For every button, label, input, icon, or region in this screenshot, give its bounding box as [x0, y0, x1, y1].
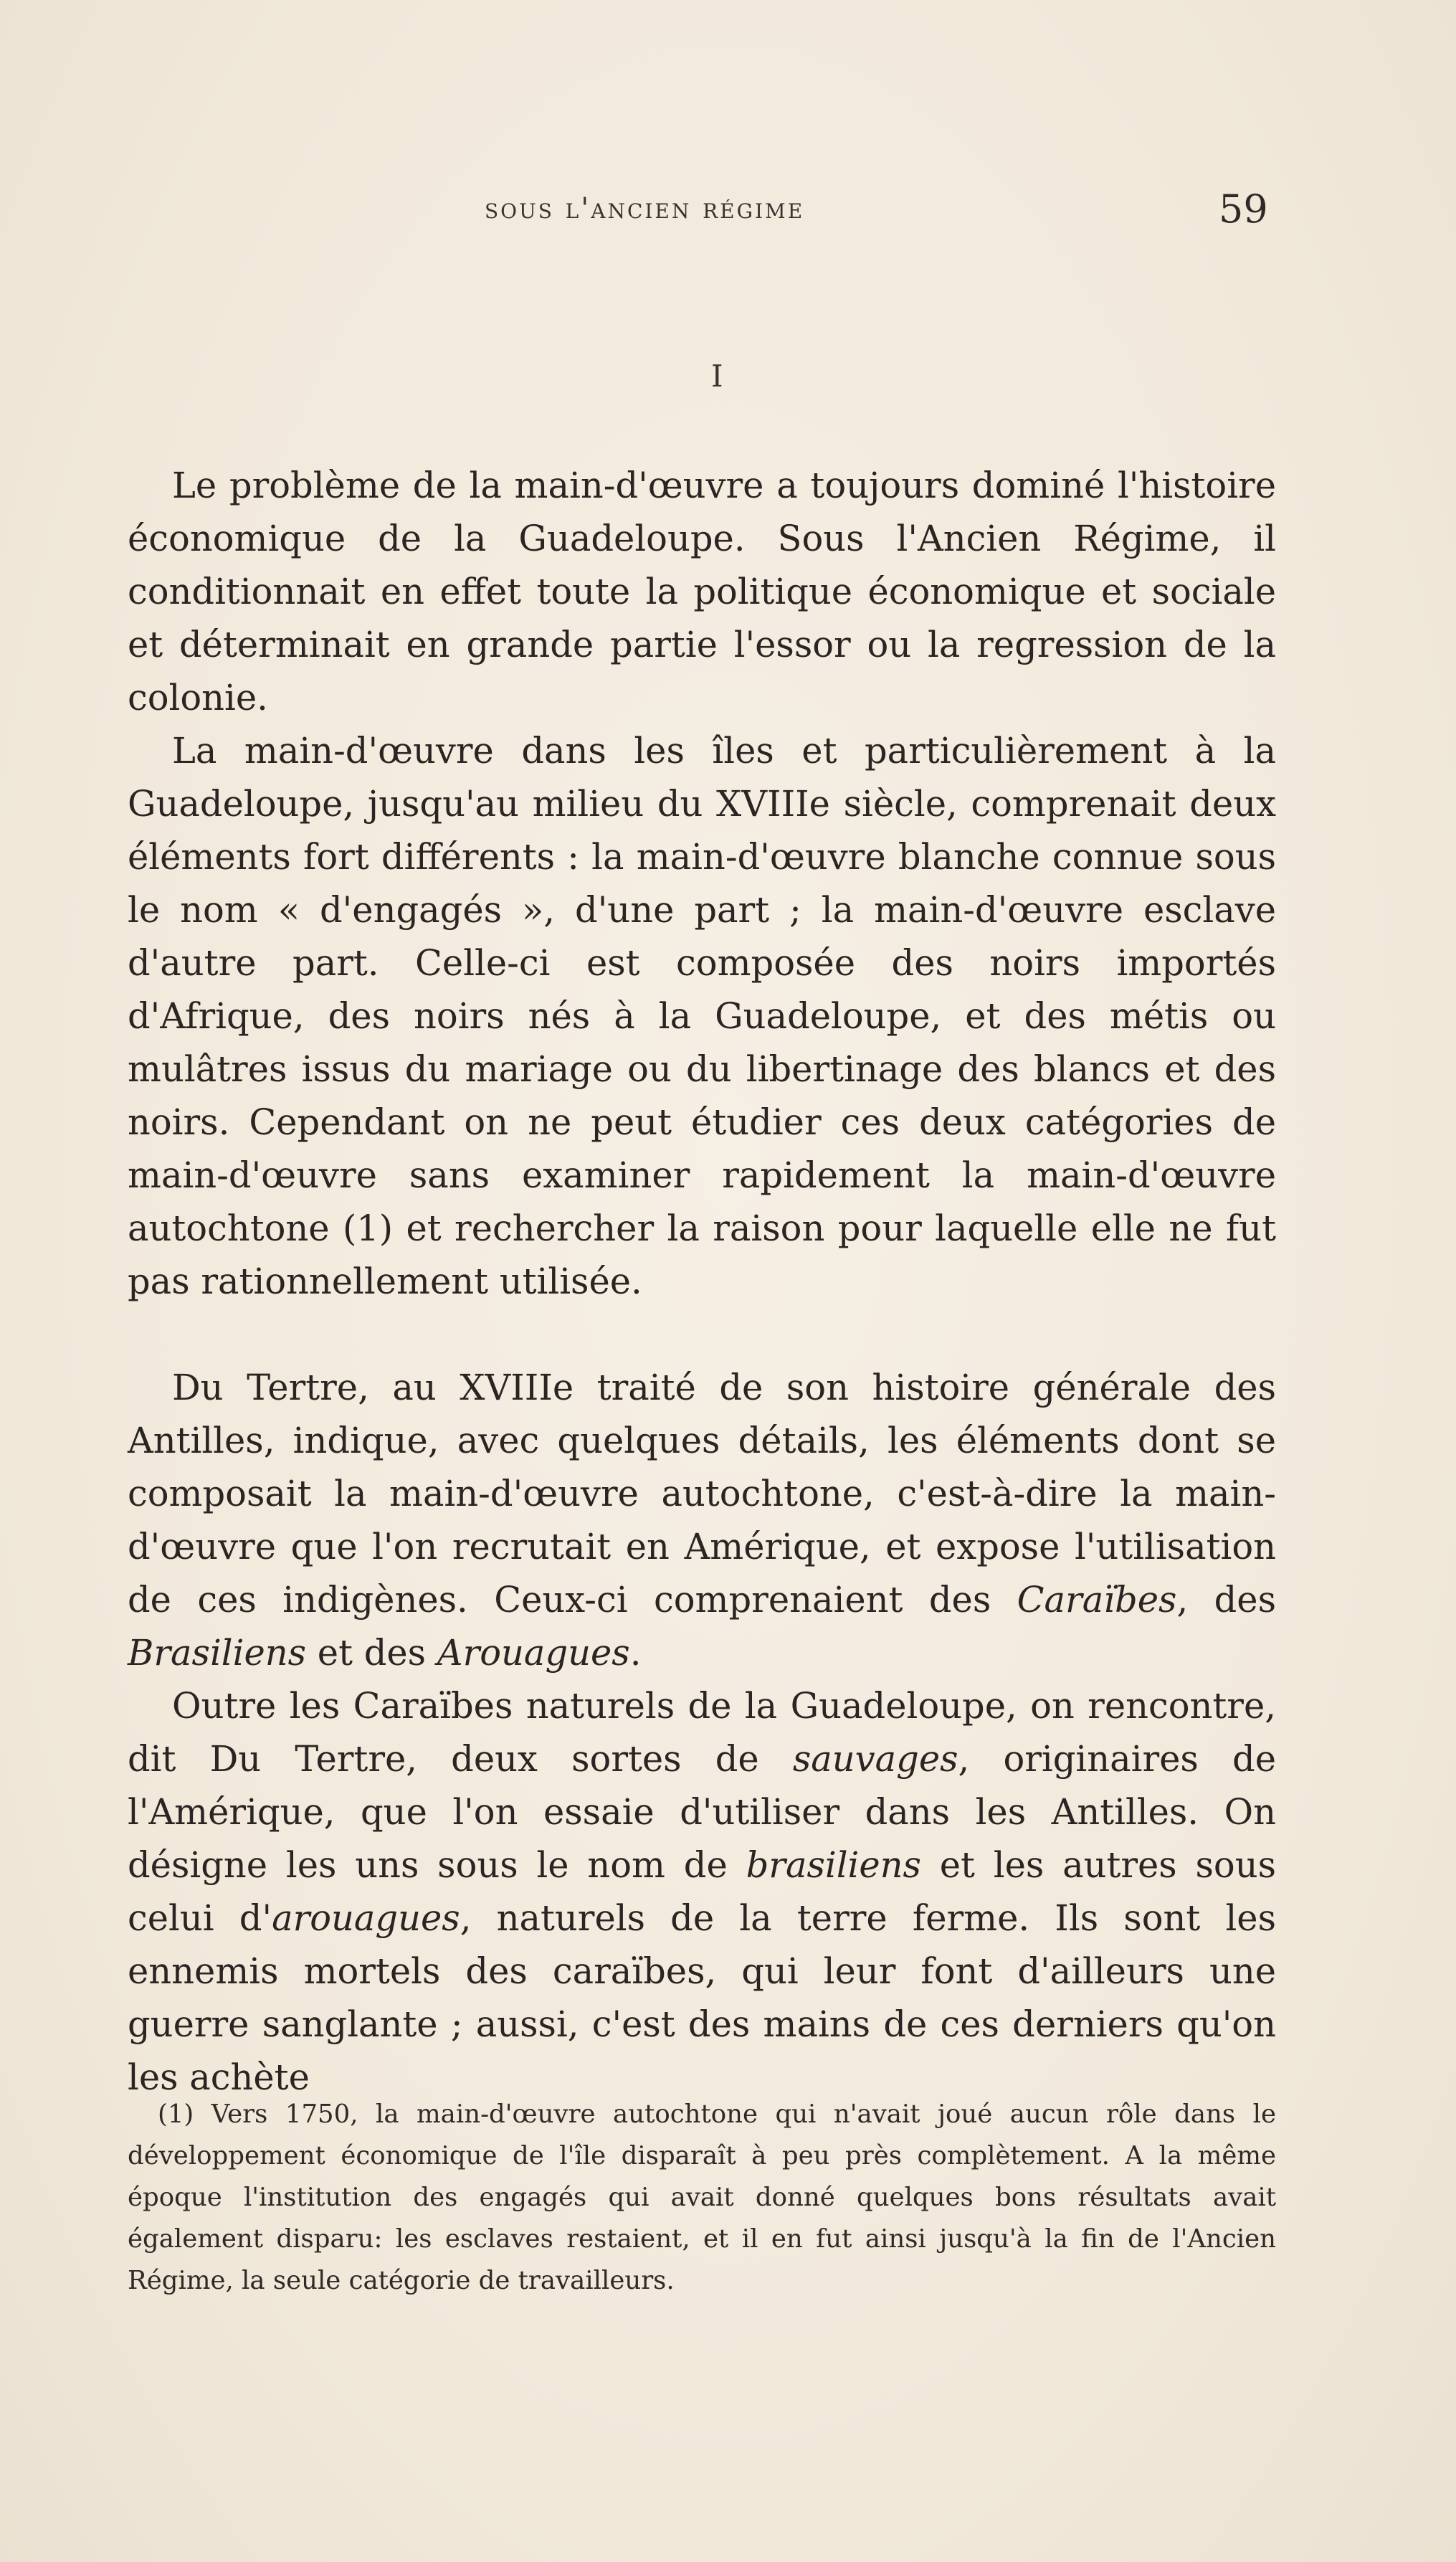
page-number: 59 — [1219, 186, 1268, 232]
paragraph-4-text-c: et les autres sous celui — [128, 1844, 1276, 1939]
paragraph-3-sep-1: , des — [1176, 1579, 1276, 1621]
paragraph-gap — [128, 1308, 1276, 1361]
term-sauvages: sauvages — [792, 1738, 958, 1780]
paragraph-4 — [128, 1679, 1276, 2104]
paragraph-3-end: . — [629, 1632, 642, 1674]
running-head — [0, 186, 1456, 242]
paragraph-4-text-b: , originaires de l'Amérique, que l'on essaie d'utiliser dans les Antilles. On désigne les uns sous le nom de — [128, 1738, 1276, 1886]
term-brasiliens-2: brasiliens — [746, 1844, 921, 1886]
paragraph-4-text-e: , naturels de la terre ferme. Ils sont les ennemis mortels des caraïbes, qui leur font d'ailleurs une guerre sanglante ; aussi, c'est des mains de ces derniers qu'on les achète — [128, 1897, 1276, 2098]
paragraph-4-text-a: Outre les Caraïbes naturels de la Guadeloupe, on rencontre, dit Du Tertre, deux sortes de — [128, 1685, 1276, 1780]
body-text — [128, 459, 1276, 2104]
term-arouagues-2: arouagues — [272, 1897, 460, 1939]
paragraph-4-prefix: d' — [239, 1897, 272, 1939]
paragraph-1: Le problème de la main-d'œuvre a toujours dominé l'histoire économique de la Guadeloupe. Sous l'Ancien Régime, il conditionnait en effet toute la politique économique et sociale et déterminait en grande partie l'essor ou la regression de la colonie. — [128, 465, 1276, 718]
section-number: I — [711, 359, 723, 394]
paragraph-2: La main-d'œuvre dans les îles et particulièrement à la Guadeloupe, jusqu'au milieu du XVIIIe siècle, comprenait deux éléments fort différents : la main-d'œuvre blanche connue sous le nom « d'engagés », d'une part ; la main-d'œuvre esclave d'autre part. Celle-ci est composée des noirs importés d'Afrique, des noirs nés à la Guadeloupe, et des métis ou mulâtres issus du mariage ou du libertinage des blancs et des noirs. Cependant on ne peut étudier ces deux catégories de main-d'œuvre sans examiner rapidement la main-d'œuvre autochtone (1) et rechercher la raison pour laquelle elle ne fut pas rationnellement utilisée. — [128, 730, 1276, 1302]
term-brasiliens: Brasiliens — [128, 1632, 307, 1674]
paragraph-3 — [128, 1361, 1276, 1679]
footnote — [128, 2094, 1276, 2302]
paragraph-3-sep-2: et des — [317, 1632, 427, 1674]
term-arouagues: Arouagues — [437, 1632, 630, 1674]
running-title: sous l'ancien régime — [485, 192, 805, 225]
footnote-text: (1) Vers 1750, la main-d'œuvre autochtone qui n'avait joué aucun rôle dans le développement économique de l'île disparaît à peu près complètement. A la même époque l'institution des engagés qui avait donné quelques bons résultats avait également disparu: les esclaves restaient, et il en fut ainsi jusqu'à la fin de l'Ancien Régime, la seule catégorie de travailleurs. — [128, 2100, 1276, 2295]
paragraph-3-text: Du Tertre, au XVIIIe traité de son histoire générale des Antilles, indique, avec quelques détails, les éléments dont se composait la main-d'œuvre autochtone, c'est-à-dire la main-d'œuvre que l'on recrutait en Amérique, et expose l'utilisation de ces indigènes. Ceux-ci comprenaient des — [128, 1367, 1276, 1621]
term-caraibes: Caraïbes — [1017, 1579, 1177, 1621]
